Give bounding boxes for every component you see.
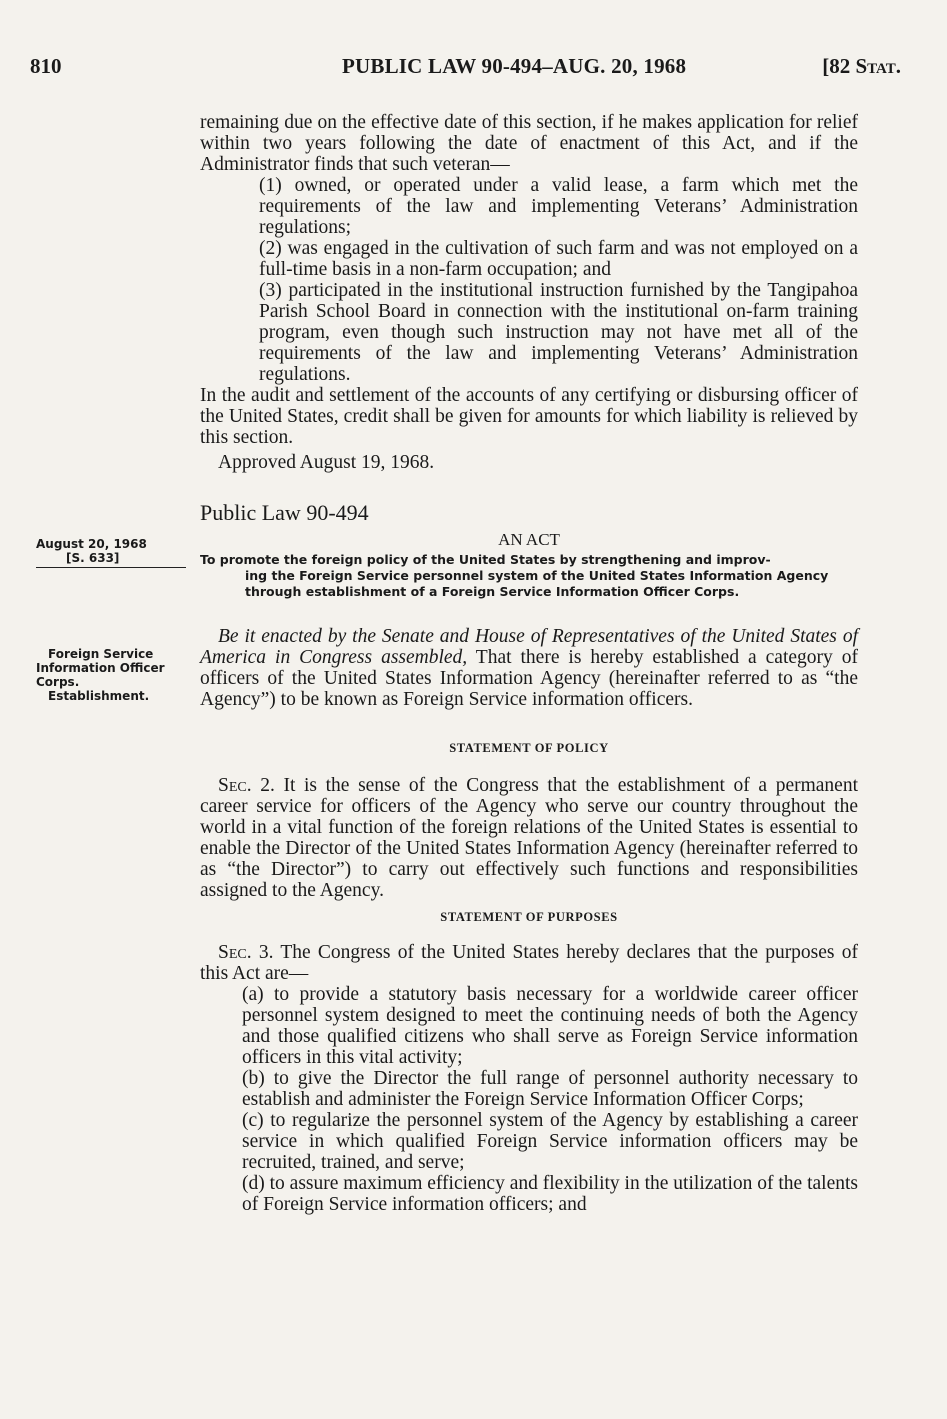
- running-title: PUBLIC LAW 90-494–AUG. 20, 1968: [342, 54, 687, 78]
- prior-law-intro: remaining due on the effective date of this section, if he makes application for relief within two years following the date of enactment of this Act, and if the Administrator finds that such veteran—: [200, 112, 858, 175]
- statute-label: Stat.: [855, 54, 901, 78]
- section-3-label: Sec. 3.: [218, 942, 274, 963]
- bill-number: [S. 633]: [66, 551, 120, 565]
- enacting-clause: [200, 626, 858, 710]
- section-2: [200, 775, 858, 901]
- margin-note-line-1: Foreign Service: [48, 647, 154, 661]
- margin-note-line-3: Corps.: [36, 675, 80, 689]
- purpose-c: (c) to regularize the personnel system of the Agency by establishing a career service in which qualified Foreign Service information officers may be recruited, trained, and serve;: [242, 1110, 858, 1173]
- approved-line: Approved August 19, 1968.: [218, 452, 435, 473]
- prior-law-item-2: (2) was engaged in the cultivation of such farm and was not employed on a full-time basis in a non-farm occupation; and: [259, 238, 858, 280]
- page-number: 810: [30, 54, 62, 78]
- prior-law-closing: In the audit and settlement of the accounts of any certifying or disbursing officer of the United States, credit shall be given for amounts for which liability is relieved by this section.: [200, 385, 858, 448]
- purposes-heading: STATEMENT OF PURPOSES: [440, 910, 618, 924]
- law-body: [200, 626, 858, 1215]
- an-act-heading: AN ACT: [498, 530, 560, 549]
- enacting-clause-text: That there is hereby established a category of officers of the United States Information Agency (hereinafter referred to as “the Agency”) to be known as Foreign Service information officers.: [200, 647, 858, 710]
- purpose-a: (a) to provide a statutory basis necessary for a worldwide career officer personnel system designed to meet the continuing needs of both the Agency and those qualified citizens who shall serve as Foreign Service information officers in this vital activity;: [242, 984, 858, 1068]
- margin-note-corps: [36, 647, 196, 703]
- volume-number: [82: [822, 54, 851, 78]
- margin-note-date: [36, 537, 196, 568]
- synopsis-continuation: ing the Foreign Service personnel system of the United States Information Agency through establishment of a Foreign Service Information Officer Corps.: [245, 568, 829, 599]
- policy-heading: STATEMENT OF POLICY: [449, 741, 609, 755]
- section-2-label: Sec. 2.: [218, 775, 275, 796]
- margin-note-line-2: Information Officer: [36, 661, 165, 675]
- purpose-b: (b) to give the Director the full range of personnel authority necessary to establish and administer the Foreign Service Information Officer Corps;: [242, 1068, 858, 1110]
- prior-law-item-1: (1) owned, or operated under a valid lease, a farm which met the requirements of the law and implementing Veterans’ Administration regulations;: [259, 175, 858, 238]
- section-2-text: It is the sense of the Congress that the establishment of a permanent career service for officers of the Agency who serve our country throughout the world in a vital function of the foreign relations of the United States is essential to enable the Director of the United States Information Agency (hereinafter referred to as “the Director”) to carry out effectively such functions and responsibilities assigned to the Agency.: [200, 775, 858, 901]
- section-3-text: The Congress of the United States hereby declares that the purposes of this Act are—: [200, 942, 858, 984]
- section-3: [200, 942, 858, 984]
- prior-law-item-3: (3) participated in the institutional instruction furnished by the Tangipahoa Parish School Board in connection with the institutional on-farm training program, even though such instruction may not have met all of the requirements of the law and implementing Veterans’ Administration regulations.: [259, 280, 858, 385]
- public-law-title: Public Law 90-494: [200, 500, 369, 525]
- margin-note-line-4: Establishment.: [48, 689, 150, 703]
- purpose-d: (d) to assure maximum efficiency and flexibility in the utilization of the talents of Foreign Service information officers; and: [242, 1173, 858, 1215]
- page-header: [30, 54, 917, 84]
- act-synopsis: [200, 552, 858, 600]
- prior-law-text: [200, 112, 858, 473]
- enacting-clause-italic: Be it enacted by the Senate and House of Representatives of the United States of America in Congress assembled,: [200, 626, 858, 668]
- enactment-date: August 20, 1968: [36, 537, 147, 551]
- statute-reference: [822, 54, 901, 79]
- synopsis-first-line: To promote the foreign policy of the United States by strengthening and improv-: [200, 552, 771, 567]
- margin-rule: [36, 567, 186, 568]
